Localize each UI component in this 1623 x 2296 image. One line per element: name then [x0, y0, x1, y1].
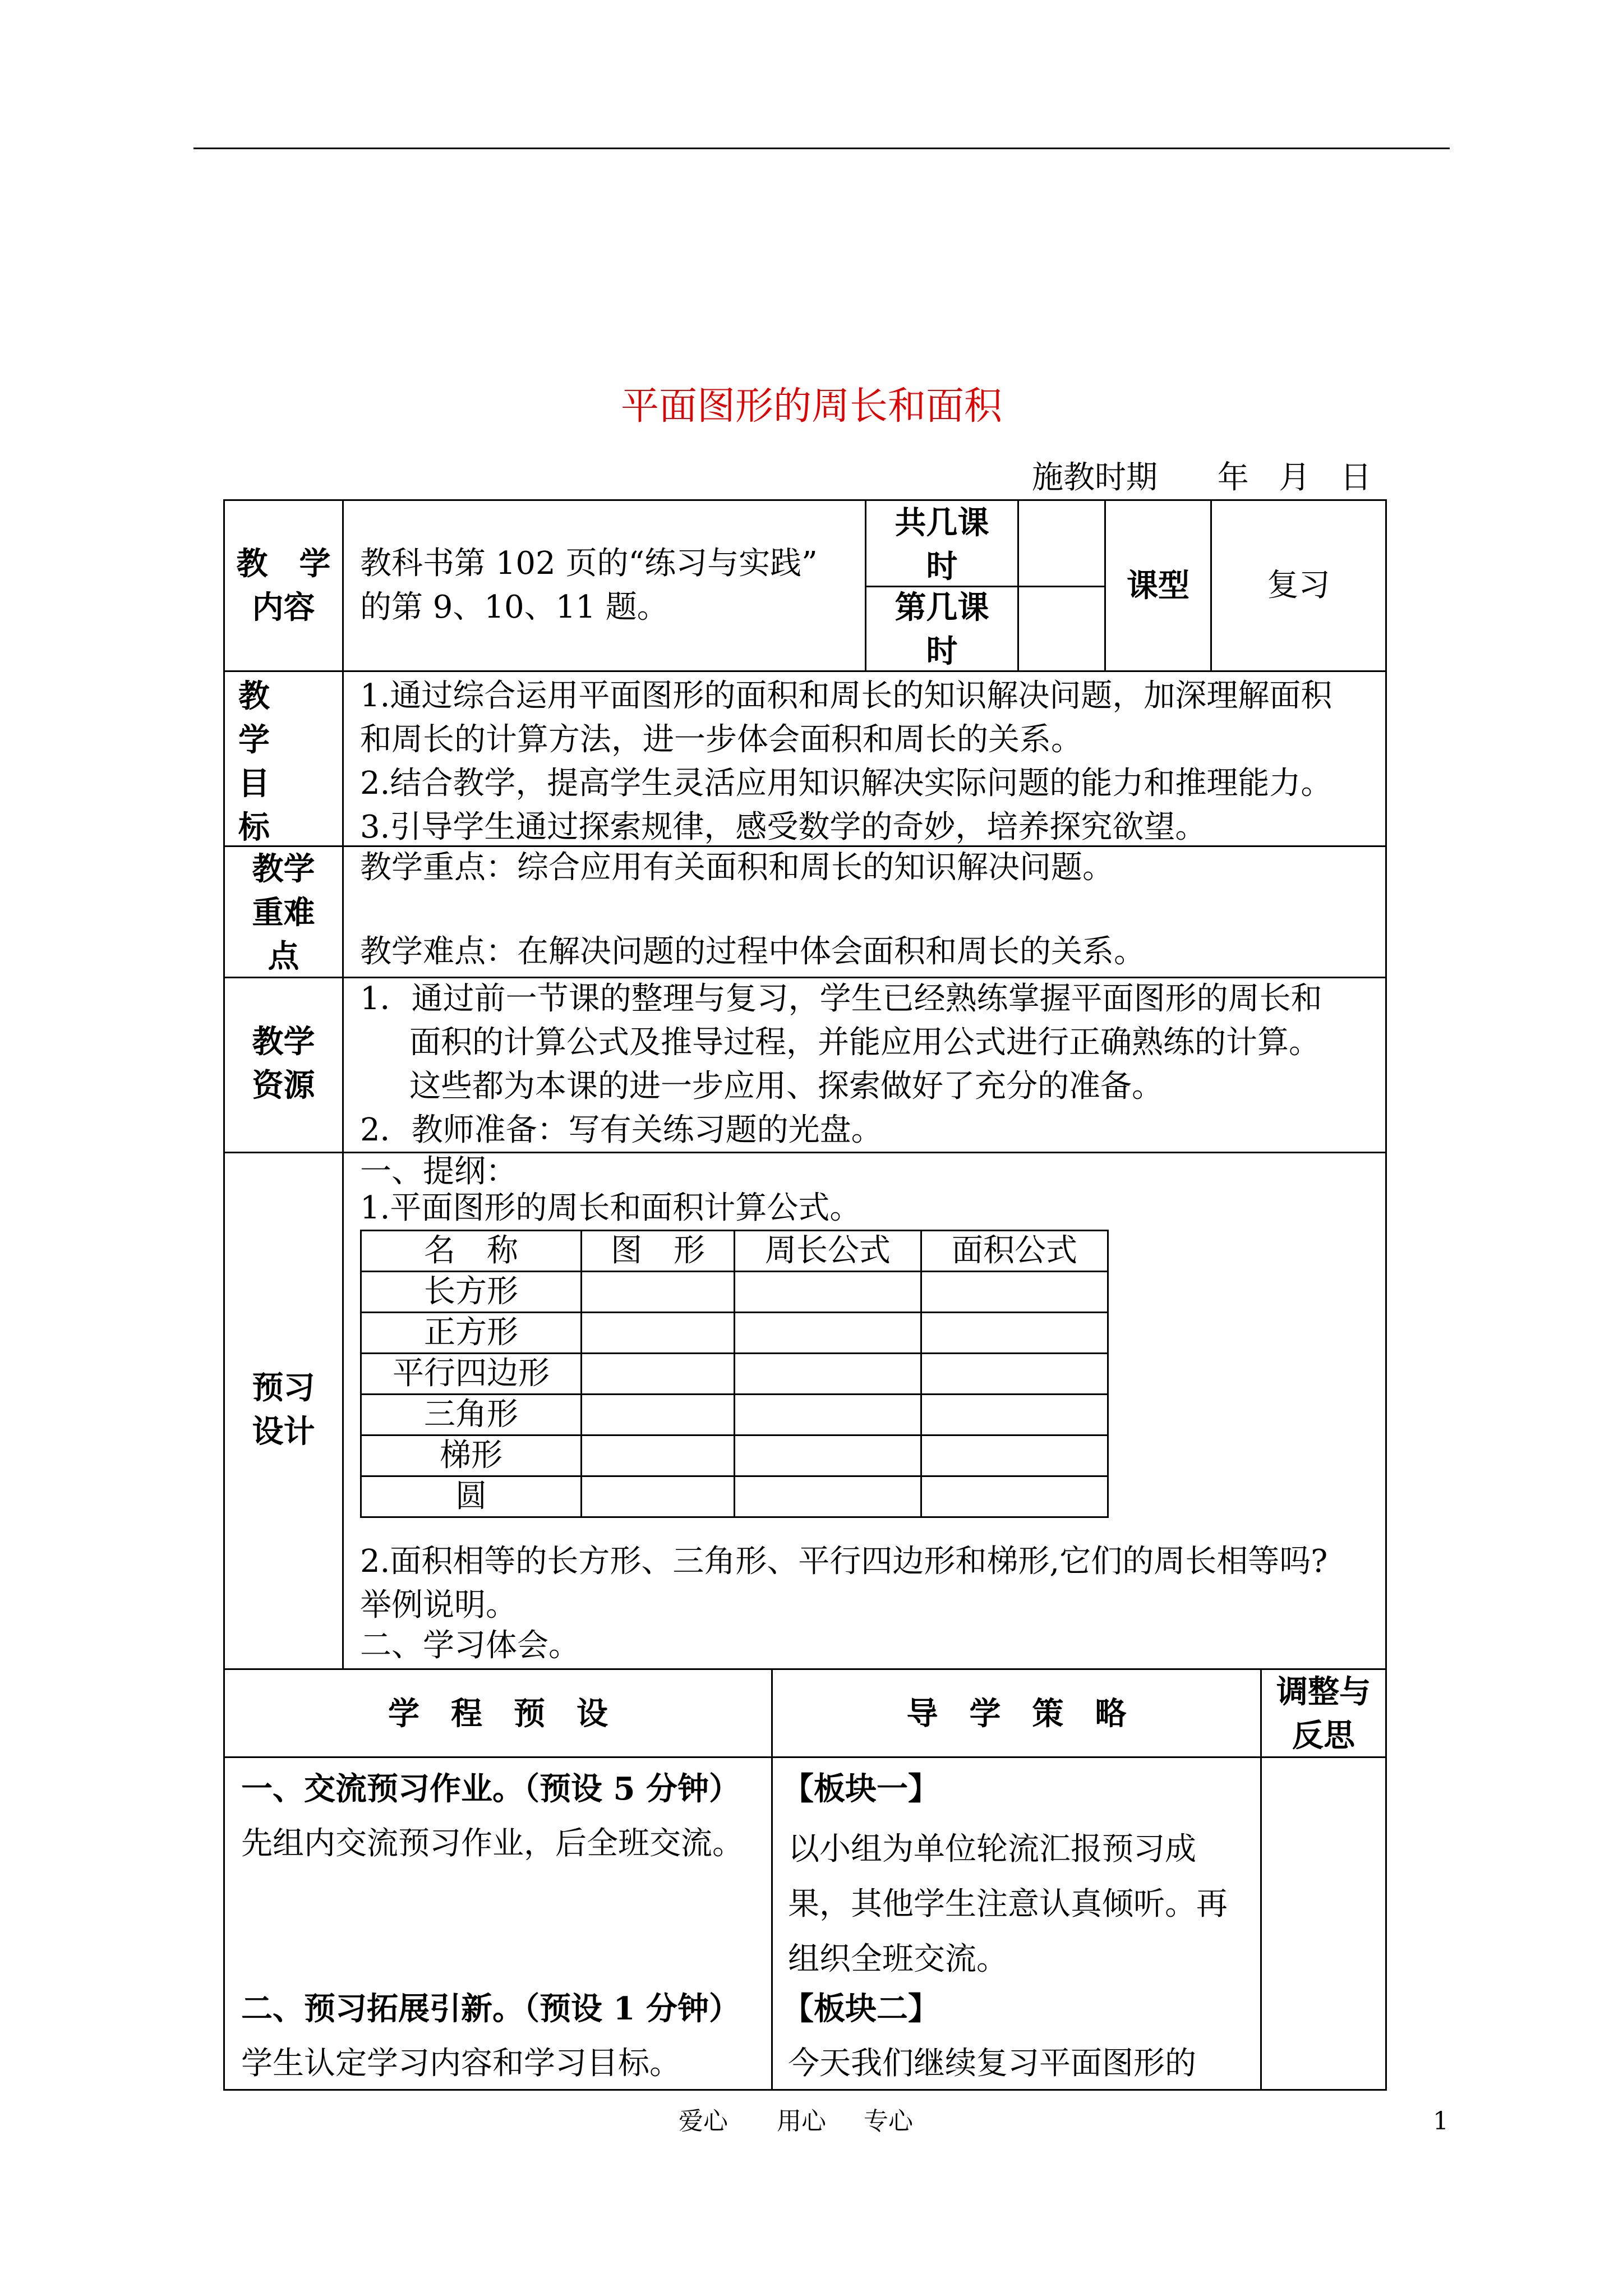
key-difficulty: 教学难点：在解决问题的过程中体会面积和周长的关系。	[360, 933, 1145, 970]
step2-title: 二、预习拓展引新。（预设 1 分钟）	[241, 1990, 740, 2027]
header-area: 面积公式	[921, 1231, 1108, 1272]
resources-content: 1．通过前一节课的整理与复习，学生已经熟练掌握平面图形的周长和 面积的计算公式及推导过程，并能应用公式进行正确熟练的计算。 这些都为本课的进一步应用、探索做好了充分的准备。 2．教师准备：写有关练习题的光盘。	[360, 981, 1322, 1148]
which-hour-value-cell	[1017, 586, 1106, 672]
preview-label: 预习 设计	[252, 1369, 315, 1450]
step1-text: 先组内交流预习作业，后全班交流。	[241, 1825, 744, 1862]
table-row	[361, 1313, 1108, 1354]
date-line: 施教时期 年 月 日	[1032, 459, 1372, 496]
goals-label: 教 学 目 标	[238, 678, 270, 846]
preview-outline: 一、提纲：	[360, 1153, 517, 1190]
table-row	[361, 1354, 1108, 1395]
footer-word-3: 专心	[864, 2107, 913, 2136]
header-perimeter: 周长公式	[735, 1231, 921, 1272]
shape-name: 正方形	[361, 1313, 582, 1354]
reflection-header: 调整与 反思	[1276, 1673, 1371, 1754]
page-number: 1	[1433, 2107, 1449, 2136]
preview-item2: 2.面积相等的长方形、三角形、平行四边形和梯形,它们的周长相等吗? 举例说明。	[360, 1543, 1328, 1623]
keypoints-label: 教学 重难 点	[252, 850, 315, 975]
table-row	[361, 1395, 1108, 1435]
process-header: 学 程 预 设	[388, 1695, 608, 1732]
header-rule	[193, 148, 1450, 149]
step1-title: 一、交流预习作业。（预设 5 分钟）	[241, 1770, 740, 1807]
which-hour-label: 第几课 时	[895, 589, 989, 670]
row1-label: 教 学 内容	[236, 545, 331, 626]
header-shape: 图 形	[582, 1231, 735, 1272]
total-hours-value-cell	[1017, 499, 1106, 587]
key-focus: 教学重点：综合应用有关面积和周长的知识解决问题。	[360, 849, 1114, 886]
header-name: 名 称	[361, 1231, 582, 1272]
step2-text: 学生认定学习内容和学习目标。	[241, 2045, 681, 2082]
shape-name: 圆	[361, 1476, 582, 1517]
preview-item1: 1.平面图形的周长和面积计算公式。	[360, 1190, 861, 1226]
block2-title: 【板块二】	[782, 1990, 939, 2027]
footer-word-2: 用心	[777, 2107, 826, 2136]
document-title: 平面图形的周长和面积	[620, 384, 1002, 429]
block2-text: 今天我们继续复习平面图形的	[788, 2045, 1196, 2082]
footer-word-1: 爱心	[679, 2107, 728, 2136]
table-row	[361, 1435, 1108, 1476]
type-value: 复习	[1267, 567, 1330, 604]
shape-name: 平行四边形	[361, 1354, 582, 1395]
row1-content: 教科书第 102 页的“练习与实践” 的第 9、10、11 题。	[360, 545, 818, 625]
shape-name: 梯形	[361, 1435, 582, 1476]
table-row	[361, 1272, 1108, 1313]
type-label: 课型	[1127, 567, 1189, 604]
formula-table	[360, 1230, 1109, 1518]
shape-name: 长方形	[361, 1272, 582, 1313]
reflection-body-cell	[1260, 1756, 1387, 2091]
preview-section2: 二、学习体会。	[360, 1627, 580, 1664]
formula-table-header	[361, 1231, 1108, 1272]
total-hours-label: 共几课 时	[895, 504, 989, 585]
block1-text: 以小组为单位轮流汇报预习成 果，其他学生注意认真倾听。再 组织全班交流。	[788, 1831, 1228, 1977]
shape-name: 三角形	[361, 1395, 582, 1435]
strategy-header: 导 学 策 略	[906, 1695, 1127, 1732]
table-row	[361, 1476, 1108, 1517]
resources-label: 教学 资源	[252, 1023, 315, 1104]
block1-title: 【板块一】	[782, 1770, 939, 1807]
goals-content: 1.通过综合运用平面图形的面积和周长的知识解决问题，加深理解面积 和周长的计算方法，进一步体会面积和周长的关系。 2.结合教学，提高学生灵活应用知识解决实际问题的能力和推理能力。 3.引导学生通过探索规律，感受数学的奇妙，培养探究欲望。	[360, 678, 1332, 845]
